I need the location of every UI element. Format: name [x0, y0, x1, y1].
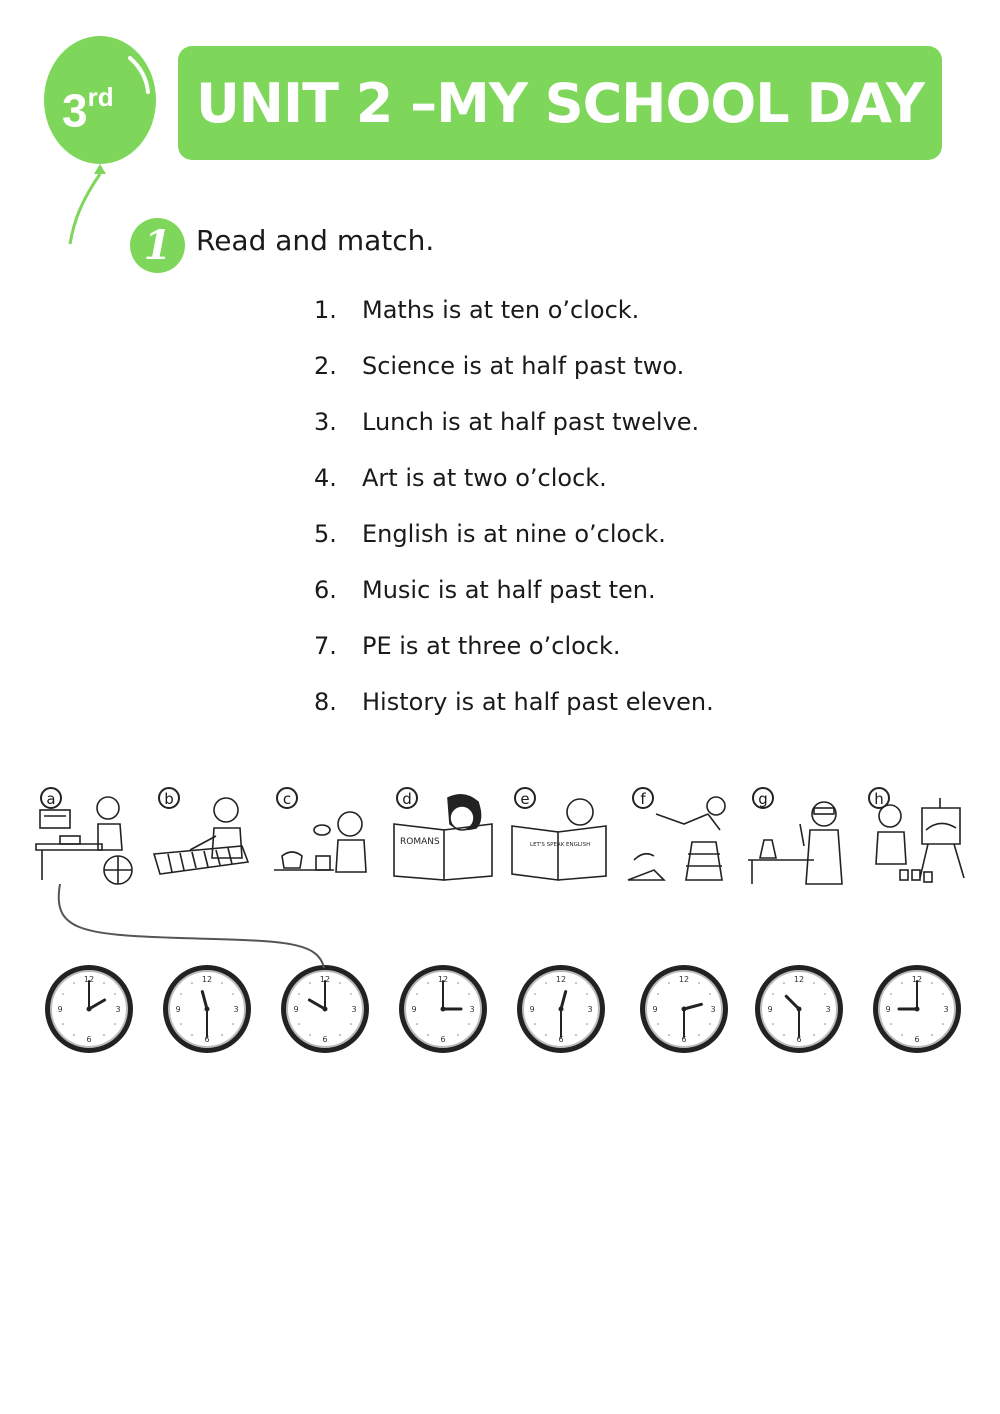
clock-number: 6 — [86, 1035, 92, 1044]
clock-tick — [309, 982, 311, 984]
clock-number: 6 — [914, 1035, 920, 1044]
grade-label — [62, 78, 152, 137]
clock[interactable] — [870, 962, 964, 1056]
picture-letter: h — [868, 787, 890, 809]
clock[interactable] — [42, 962, 136, 1056]
clock-number: 9 — [652, 1005, 658, 1014]
clock-tick — [73, 1034, 75, 1036]
clock-number: 6 — [558, 1035, 564, 1044]
sentence-number: 1. — [314, 296, 337, 324]
clock-tick — [575, 1034, 577, 1036]
picture-letter: f — [632, 787, 654, 809]
clock-tick — [350, 1023, 352, 1025]
sentence-number: 2. — [314, 352, 337, 380]
clock-tick — [657, 993, 659, 995]
clock-tick — [221, 1034, 223, 1036]
picture-e[interactable] — [506, 784, 616, 888]
clock-tick — [534, 1023, 536, 1025]
clock-tick — [114, 1023, 116, 1025]
clock-tick — [468, 993, 470, 995]
clock-tick — [783, 1034, 785, 1036]
sentence-item — [314, 464, 714, 520]
clock[interactable] — [637, 962, 731, 1056]
clock-number: 12 — [437, 975, 449, 984]
clock-number: 6 — [322, 1035, 328, 1044]
clock-tick — [350, 993, 352, 995]
clock-tick — [931, 1034, 933, 1036]
clock-number: 12 — [793, 975, 805, 984]
clock-tick — [901, 1034, 903, 1036]
clock-tick — [709, 1023, 711, 1025]
clock-tick — [783, 982, 785, 984]
clock-icon — [870, 962, 964, 1056]
clock-number: 9 — [293, 1005, 299, 1014]
exercise-number: 1 — [130, 218, 185, 273]
sentence-text: PE is at three o’clock. — [362, 632, 621, 660]
clock[interactable] — [278, 962, 372, 1056]
clock-tick — [339, 1034, 341, 1036]
clock-tick — [62, 993, 64, 995]
book-title: ROMANS — [400, 837, 440, 847]
sentence-item — [314, 352, 714, 408]
picture-g[interactable] — [744, 784, 854, 888]
picture-c[interactable] — [268, 784, 378, 888]
clock-tick — [191, 982, 193, 984]
clock-center — [87, 1007, 92, 1012]
clock-tick — [457, 982, 459, 984]
clock-center — [682, 1007, 687, 1012]
clock-tick — [416, 1023, 418, 1025]
clock-number: 3 — [233, 1005, 239, 1014]
clock-tick — [339, 982, 341, 984]
instruction-text: Read and match. — [196, 224, 435, 257]
clock-tick — [427, 1034, 429, 1036]
clock-center — [441, 1007, 446, 1012]
book-title: LET'S SPEAK ENGLISH — [530, 842, 591, 848]
clock-tick — [545, 1034, 547, 1036]
clock-tick — [103, 982, 105, 984]
sentence-text: English is at nine o’clock. — [362, 520, 666, 548]
clock-tick — [309, 1034, 311, 1036]
clock-icon — [752, 962, 846, 1056]
clock-tick — [103, 1034, 105, 1036]
clock-tick — [73, 982, 75, 984]
clock-number: 9 — [411, 1005, 417, 1014]
clock-number: 6 — [796, 1035, 802, 1044]
clock-center — [323, 1007, 328, 1012]
sentence-number: 8. — [314, 688, 337, 716]
clock-tick — [901, 982, 903, 984]
clock-tick — [772, 1023, 774, 1025]
clock-tick — [191, 1034, 193, 1036]
sentence-item — [314, 408, 714, 464]
sentence-number: 6. — [314, 576, 337, 604]
clock-center — [559, 1007, 564, 1012]
clock[interactable] — [160, 962, 254, 1056]
clock-number: 9 — [175, 1005, 181, 1014]
picture-d[interactable] — [388, 784, 498, 888]
clock-icon — [160, 962, 254, 1056]
picture-letter: a — [40, 787, 62, 809]
clock-number: 12 — [555, 975, 567, 984]
clock-number: 9 — [885, 1005, 891, 1014]
sentence-text: Art is at two o’clock. — [362, 464, 607, 492]
clock-center — [915, 1007, 920, 1012]
clock-number: 6 — [681, 1035, 687, 1044]
clock-icon — [278, 962, 372, 1056]
clock-number: 3 — [351, 1005, 357, 1014]
clock-icon — [42, 962, 136, 1056]
picture-letter: d — [396, 787, 418, 809]
clock-number: 9 — [529, 1005, 535, 1014]
sentence-number: 7. — [314, 632, 337, 660]
clock-tick — [180, 993, 182, 995]
clock-tick — [298, 1023, 300, 1025]
grade-number: 3 — [62, 84, 88, 137]
clock-tick — [114, 993, 116, 995]
clock-number: 3 — [469, 1005, 475, 1014]
clock-tick — [416, 993, 418, 995]
sentence-number: 4. — [314, 464, 337, 492]
sentence-number: 5. — [314, 520, 337, 548]
clock-icon — [514, 962, 608, 1056]
sentence-number: 3. — [314, 408, 337, 436]
clock-number: 3 — [710, 1005, 716, 1014]
clock-tick — [534, 993, 536, 995]
clock-number: 12 — [201, 975, 213, 984]
picture-letter: g — [752, 787, 774, 809]
sentence-text: Maths is at ten o’clock. — [362, 296, 640, 324]
picture-a[interactable] — [32, 784, 142, 888]
clock-tick — [931, 982, 933, 984]
sentence-item — [314, 688, 714, 744]
clock-tick — [813, 1034, 815, 1036]
clock-number: 3 — [943, 1005, 949, 1014]
clock-tick — [468, 1023, 470, 1025]
clock-number: 3 — [825, 1005, 831, 1014]
clock-tick — [890, 993, 892, 995]
clock-number: 9 — [767, 1005, 773, 1014]
clock-icon — [637, 962, 731, 1056]
clock-tick — [657, 1023, 659, 1025]
clock[interactable] — [514, 962, 608, 1056]
clock-tick — [62, 1023, 64, 1025]
sentence-item — [314, 520, 714, 576]
clock-tick — [668, 982, 670, 984]
picture-f[interactable] — [624, 784, 734, 888]
clock-tick — [180, 1023, 182, 1025]
clock-number: 6 — [440, 1035, 446, 1044]
clock-number: 12 — [911, 975, 923, 984]
picture-b[interactable] — [150, 784, 260, 888]
clock-tick — [232, 1023, 234, 1025]
picture-h[interactable] — [860, 784, 970, 888]
clock-tick — [772, 993, 774, 995]
clock-tick — [232, 993, 234, 995]
clock-tick — [545, 982, 547, 984]
clock-tick — [824, 1023, 826, 1025]
clock-tick — [824, 993, 826, 995]
sentence-list — [314, 296, 714, 744]
clock-center — [205, 1007, 210, 1012]
sentence-item — [314, 296, 714, 352]
grade-suffix: rd — [87, 82, 114, 112]
clock-tick — [298, 993, 300, 995]
clock-number: 6 — [204, 1035, 210, 1044]
clock-tick — [586, 993, 588, 995]
clock-tick — [427, 982, 429, 984]
clock-tick — [890, 1023, 892, 1025]
sentence-item — [314, 576, 714, 632]
clock[interactable] — [396, 962, 490, 1056]
sentence-item — [314, 632, 714, 688]
clock-number: 3 — [115, 1005, 121, 1014]
clock-tick — [698, 1034, 700, 1036]
sentence-text: Science is at half past two. — [362, 352, 685, 380]
clock[interactable] — [752, 962, 846, 1056]
clock-number: 9 — [57, 1005, 63, 1014]
clock-tick — [575, 982, 577, 984]
page-title: UNIT 2 –MY SCHOOL DAY — [195, 71, 925, 135]
clock-number: 3 — [587, 1005, 593, 1014]
clock-icon — [396, 962, 490, 1056]
title-banner — [178, 46, 942, 160]
clock-tick — [221, 982, 223, 984]
clock-tick — [942, 993, 944, 995]
clock-number: 12 — [319, 975, 331, 984]
clock-tick — [709, 993, 711, 995]
sentence-text: Music is at half past ten. — [362, 576, 656, 604]
clock-number: 12 — [678, 975, 690, 984]
clock-tick — [457, 1034, 459, 1036]
clock-center — [797, 1007, 802, 1012]
clock-number: 12 — [83, 975, 95, 984]
clock-tick — [813, 982, 815, 984]
clock-tick — [942, 1023, 944, 1025]
clock-tick — [698, 982, 700, 984]
sentence-text: Lunch is at half past twelve. — [362, 408, 700, 436]
picture-letter: c — [276, 787, 298, 809]
picture-letter: e — [514, 787, 536, 809]
clock-tick — [586, 1023, 588, 1025]
sentence-text: History is at half past eleven. — [362, 688, 714, 716]
clock-tick — [668, 1034, 670, 1036]
picture-letter: b — [158, 787, 180, 809]
